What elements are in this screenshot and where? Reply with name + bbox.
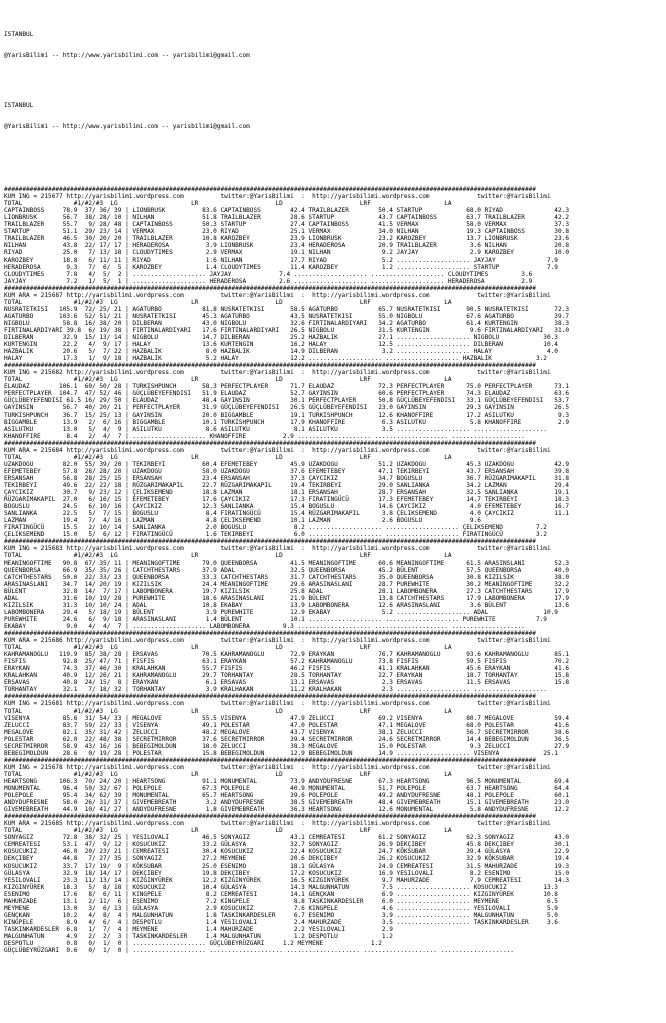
result-row: TEKIRBEYI 49.6 22/ 22/ 18 | RÜZGARIMAKAPIL 22.7 RÜZGARIMAKAPIL 19.4 TEKIRBEYI 29.0 SANLIANKA 34.2 LAZMAN 29.4 [4, 482, 569, 489]
result-row: GÜÇLÜBEYEFENDISI 61.5 16/ 29/ 50 | ELAUDAZ 48.4 GAYINSIN 30.1 PERFECTPLAYER 50.8 GÜÇLÜBEYEFENDISI 33.1 GÜÇLÜBEYEFENDISI 53.7 [4, 397, 569, 405]
result-row: ESENIMO 17.6 8/ 6/ 11 | KINGPELE 8.2 CEMREATESI 14.1 GENÇKAN 6.9 .................... KIZGINYÜREK 10.8 [4, 890, 558, 898]
race-section [4, 813, 666, 954]
result-row: CEMREATESI 53.1 47/ 9/ 12 | KOSUCUKIZ 33.2 GÜLASYA 32.7 SONYAGIZ 26.9 DEKÇIBEY 45.8 DEKÇIBEY 30.1 [4, 841, 569, 849]
result-row: LABOMBONERA 29.4 5/ 18/ 19 | BÜLENT 3.9 PUREWHITE 12.9 EKABAY 5.2 .................... ADAL 10.9 [4, 608, 558, 616]
result-row: CATCHTHESTARS 50.0 22/ 33/ 23 | QUEENBORSA 33.3 CATCHTHESTARS 31.7 CATCHTHESTARS 35.0 QUEENBORSA 30.8 KIZILSIK 38.0 [4, 573, 569, 581]
section-separator: ################################################################################################################################################# [4, 362, 536, 370]
result-row: LAZMAN 19.4 7/ 4/ 16 | LAZMAN 4.8 ÇELIKSEMEND 10.1 LAZMAN 2.6 BOGUSLU 9.6 [4, 517, 481, 525]
section-title: KUM ARA = 215684 http://yarisbilimi.wordpress.com twitter:@YarisBilimi : http://yarisbilimi.wordpress.com twitter:@YarisBilimi [4, 446, 551, 454]
column-header: TOTAL #1/#2/#3 LG LR LD LRF LA [4, 644, 452, 652]
result-row: BOGUSLU 24.5 6/ 10/ 16 | ÇAYCIKIZ 12.3 SANLIANKA 15.4 BOGUSLU 14.6 ÇAYCIKIZ 4.0 EFEMETEBEY 16.7 [4, 503, 569, 511]
result-row: KURTENGIN 22.2 4/ 9/ 17 | HALAY 13.6 KURTENGIN 16.2 HALAY 12.5 .................... DILBERAN 10.4 [4, 341, 558, 349]
header-contact-repeat: @YarisBilimi -- http://www.yarisbilimi.com -- yarisbilimi@gmail.com [4, 122, 250, 130]
result-row: MALGUNHATUN 4.9 2/ 2/ 3 | TASKINKARDESLER 1.4 MALGUNHATUN 1.2 DESPOTLU 1.2 [4, 933, 393, 940]
section-separator: ################################################################################################################################################# [4, 693, 536, 701]
section-title: KUM ARA = 215685 http://yarisbilimi.wordpress.com twitter:@YarisBilimi : http://yarisbilimi.wordpress.com twitter:@YarisBilimi [4, 820, 551, 828]
section-separator: ################################################################################################################################################# [4, 439, 536, 447]
result-row: TASKINKARDESLER 6.8 1/ 7/ 4 | MEYMENE 1.4 MAHURZADE 2.2 YESILOVALI 2.9 [4, 925, 393, 933]
document-header [4, 17, 666, 172]
header-contact: @YarisBilimi -- http://www.yarisbilimi.com -- yarisbilimi@gmail.com [4, 52, 250, 60]
race-sections [4, 186, 666, 954]
result-row: KINGPELE 8.9 4/ 6/ 4 | DESPOTLU 1.4 YESILOVALI 2.4 MAHURZADE 3.5 .................... TASKINKARDESLER 3.6 [4, 918, 558, 926]
result-row: ANDYDUFRESNE 58.0 26/ 31/ 37 | GIVEMEBREATH 3.2 ANDYDUFRESNE 38.5 GIVEMEBREATH 48.4 GIVEMEBREATH 15.1 GIVEMEBREATH 23.0 [4, 799, 569, 807]
section-title: KUM ING = 215681 http://yarisbilimi.wordpress.com twitter:@YarisBilimi : http://yarisbilimi.wordpress.com twitter:@YarisBilimi [4, 700, 551, 708]
result-row: TURKISHPUNCH 36.7 15/ 25/ 13 | GAYINSIN 20.0 BIGGAMBLE 19.1 TURKISHPUNCH 12.6 KHANOFFIRE 17.2 ASILUTKU 9.3 [4, 411, 569, 419]
race-section [4, 362, 666, 440]
result-row: STARTUP 51.1 29/ 23/ 14 | VERMAX 23.0 RIYAD 25.1 VERMAX 34.0 NILHAN 19.3 CAPTAINBOSS 30.8 [4, 228, 569, 236]
result-row: TRAILBLAZER 46.5 30/ 20/ 20 | TRAILBLAZER 10.8 KAROZBEY 23.9 LIONBRUSK 23.2 KAROZBEY 13.7 LIONBRUSK 23.6 [4, 235, 569, 243]
result-row: ZELUCCI 83.7 59/ 22/ 33 | VISENYA 49.1 POLESTAR 47.0 POLESTAR 47.1 MEGALOVE 68.0 POLESTAR 41.6 [4, 721, 569, 729]
result-row: BIGGAMBLE 13.9 2/ 6/ 16 | BIGGAMBLE 10.1 TURKISHPUNCH 17.9 KHANOFFIRE 6.3 ASILUTKU 5.8 KHANOFFIRE 2.9 [4, 418, 569, 426]
result-row: GÜÇLÜBEYRÜZGARI 0.6 0/ 1/ 0 | .................... .................... .................... .................... .................... [4, 947, 514, 955]
column-header: TOTAL #1/#2/#3 LG LR LD LRF LA [4, 453, 452, 461]
result-row: FIRTINALARDIYARI 39.8 6/ 19/ 38 | FIRTINALARDIYARI 17.6 FIRTINALARDIYARI 26.5 NIGBOLU 31.5 KURTENGIN 9.6 FIRTINALARDIYARI 31.0 [4, 326, 569, 334]
result-row: CLOUDYTIMES 7.8 4/ 5/ 2 | .................... JAYJAY 7.4 .................... .................... CLOUDYTIMES 3.6 [4, 270, 533, 278]
result-row: DEKÇIBEY 44.8 7/ 27/ 35 | SONYAGIZ 27.2 MEYMENE 20.6 DEKÇIBEY 26.2 KOSUCUKIZ 32.9 KÖKSUBAR 19.4 [4, 855, 569, 863]
result-row: MONUMENTAL 96.4 50/ 32/ 67 | POLEPOLE 67.3 POLEPOLE 40.9 MONUMENTAL 51.7 POLEPOLE 63.7 HEARTSONG 64.4 [4, 785, 569, 793]
result-row: UZAKDOGU 82.0 55/ 39/ 20 | TEKIRBEYI 60.4 EFEMETEBEY 45.9 UZAKDOGU 51.2 UZAKDOGU 45.3 UZAKDOGU 42.9 [4, 460, 569, 468]
section-title: KUM ING = 215678 http://yarisbilimi.wordpress.com twitter:@YarisBilimi : http://yarisbilimi.wordpress.com twitter:@YarisBilimi [4, 763, 551, 771]
result-row: ADAL 31.6 10/ 19/ 28 | PUREWHITE 18.6 ARASINASLANI 21.9 BÜLENT 13.8 CATCHTHESTARS 17.9 LABOMBONERA 17.9 [4, 594, 569, 602]
section-separator: ################################################################################################################################################# [4, 538, 536, 546]
result-row: HERADEROSA 9.3 7/ 6/ 5 | KAROZBEY 1.4 CLOUDYTIMES 11.4 KAROZBEY 1.2 .................... STARTUP 7.9 [4, 263, 558, 271]
result-row: YESILOVALI 23.3 11/ 13/ 14 | KIZGINYÜREK 12.2 KIZGINYÜREK 16.5 KIZGINYÜREK 9.7 MAHURZADE 7.9 CEMREATESI 14.3 [4, 876, 569, 884]
result-row: POLEPOLE 95.4 34/ 62/ 39 | MONUMENTAL 65.7 HEARTSONG 39.6 POLEPOLE 49.2 ANDYDUFRESNE 48.1 POLEPOLE 60.1 [4, 792, 569, 800]
result-row: ERSANSAH 56.8 28/ 25/ 15 | ERSANSAH 23.4 ERSANSAH 37.3 ÇAYCIKIZ 34.7 BOGUSLU 36.7 RÜZGARIMAKAPIL 31.8 [4, 474, 569, 482]
result-row: ARASINASLANI 34.7 14/ 20/ 19 | KIZILSIK 24.4 MEANINGOFTIME 29.6 ARASINASLANI 28.7 PUREWHITE 30.2 MEANINGOFTIME 32.2 [4, 580, 569, 588]
result-row: MEYMENE 13.0 3/ 6/ 13 | GÜLASYA 2.9 KOSUCUKIZ 7.6 KINGPELE 4.6 .................... YESILOVALI 5.9 [4, 904, 558, 912]
result-row: NILHAN 43.8 22/ 17/ 17 | HERADEROSA 3.9 LIONBRUSK 23.4 HERADEROSA 20.9 TRAILBLAZER 3.6 NILHAN 20.8 [4, 242, 569, 250]
result-row: MEANINGOFTIME 90.8 67/ 35/ 11 | MEANINGOFTIME 79.0 QUEENBORSA 41.5 MEANINGOFTIME 60.6 MEANINGOFTIME 61.5 ARASINSLANI 52.3 [4, 559, 569, 567]
race-section [4, 186, 666, 285]
column-header: TOTAL #1/#2/#3 LG LR LD LRF LA [4, 707, 452, 715]
result-row: VISENYA 85.6 31/ 54/ 33 | MEGALOVE 55.5 VISENYA 47.9 ZELUCCI 69.2 VISENYA 80.7 MEGALOVE 59.4 [4, 714, 569, 722]
result-row: BÜLENT 32.8 14/ 7/ 17 | LABOMBONERA 19.7 KIZILSIK 25.8 ADAL 28.1 LABOMBONERA 27.3 CATCHTHESTARS 17.9 [4, 587, 569, 595]
result-row: RÜZGARIMAKAPIL 27.0 6/ 16/ 15 | EFEMETEBEY 17.6 ÇAYCIKIZ 17.3 FIRATINGÜCÜ 17.3 EFEMETEBEY 14.7 TEKIRBEYI 18.3 [4, 496, 569, 504]
header-city-repeat: ISTANBUL [4, 101, 34, 109]
result-row: FISFIS 92.8 25/ 47/ 71 | FISFIS 63.1 ERAYKAN 57.2 KAHRAMANOGLU 73.8 FISFIS 59.5 FISFIS 70.2 [4, 658, 569, 666]
result-row: DESPOTLU 0.8 0/ 1/ 0 | .................... GÜÇLÜBEYRÜZGARI 1.2 MEYMENE 1.2 [4, 940, 382, 948]
result-row: EFEMETEBEY 57.8 28/ 28/ 20 | UZAKDOGU 58.0 UZAKDOGU 37.6 EFEMETEBEY 47.1 TEKIRBEYI 43.7 ERSANSAH 39.8 [4, 467, 569, 475]
result-row: RIYAD 25.0 7/ 13/ 18 | CLOUDYTIMES 2.9 VERMAX 19.1 NILHAN 9.2 JAYJAY 2.9 KAROZBEY 10.0 [4, 249, 569, 257]
section-title: KUM ARA = 215686 http://yarisbilimi.wordpress.com twitter:@YarisBilimi : http://yarisbilimi.wordpress.com twitter:@YarisBilimi [4, 637, 551, 645]
header-city: ISTANBUL [4, 31, 34, 39]
result-row: TORHANTAY 32.1 7/ 18/ 32 | TORHANTAY 3.9 KRALHAKAN 11.2 KRALHAKAN 2.3 .................... .................... [4, 686, 547, 694]
result-row: ERAYKAN 74.3 37/ 46/ 30 | KRALAHKAN 55.7 FISFIS 46.2 FISFIS 41.1 KRALAHKAN 45.6 ERAYKAN 41.6 [4, 665, 569, 673]
result-row: ÇELIKSEMEND 15.0 5/ 6/ 12 | FIRATINGÜCÜ 1.6 TEKIRBEYI 6.0 .................... .................... FIRATINGÜCÜ 3.2 [4, 531, 547, 539]
section-separator: ################################################################################################################################################# [4, 756, 536, 764]
result-row: FIRATINGÜCÜ 15.5 2/ 10/ 14 | SANLIANKA 2.0 BOGUSLU 8.2 .................... .................... ÇELIKSEMEND 7.2 [4, 524, 547, 532]
result-row: CAPTAINBOSS 78.9 37/ 36/ 39 | LIONBRUSK 83.6 CAPTAINBOSS 42.4 TRAILBLAZER 50.4 STARTUP 68.0 RIYAD 42.3 [4, 207, 569, 215]
result-row: PERFECTPLAYER 104.7 47/ 52/ 46 | GÜÇLÜBEYEFENDISI 51.9 ELAUDAZ 52.7 GAYINSIN 60.6 PERFECTPLAYER 74.3 ELAUDAZ 63.6 [4, 390, 569, 398]
result-row: NIGBOLU 58.8 16/ 38/ 20 | DILBERAN 43.0 NIGBOLU 32.6 FIRTINALARDIYARI 34.2 AGATURBO 61.4 KURTENGIN 38.3 [4, 319, 569, 327]
section-title: KUM ARA = 215687 http://yarisbilimi.wordpress.com twitter:@YarisBilimi : http://yarisbilimi.wordpress.com twitter:@YarisBilimi [4, 291, 551, 299]
result-row: GENÇKAN 10.2 4/ 8/ 4 | MALGUNHATUN 1.8 TASKINKARDESLER 6.7 ESENIMO 3.9 .................... MALGUNHATUN 5.0 [4, 911, 558, 919]
section-separator: ################################################################################################################################################# [4, 629, 536, 637]
header-gap-2 [4, 144, 666, 158]
result-row: GÜLASYA 32.9 18/ 14/ 17 | DEKÇIBEY 19.8 DEKÇIBEY 17.2 KOSUCUKIZ 16.9 YESILOVALI 8.2 ESENIMO 15.0 [4, 869, 569, 877]
race-section [4, 285, 666, 363]
result-row: KIZGINYÜREK 18.3 5/ 8/ 18 | KOSUCUKIZ 10.4 GÜLASYA 14.3 MALGUNHATUN 7.5 .................... KOSUCUKIZ 13.3 [4, 883, 558, 891]
column-header: TOTAL #1/#2/#3 LG LR LD LRF LA [4, 552, 452, 560]
result-row: POLESTAR 62.0 22/ 48/ 38 | SECRETMIRROR 37.6 SECRETMIRROR 39.4 SECRETMIRROR 24.6 SECRETMIRROR 14.4 BEBEGIMOLDUN 36.5 [4, 735, 569, 743]
result-row: ASILUTKU 13.0 5/ 4/ 9 | ASILUTKU 8.6 ASILUTKU 8.1 ASILUTKU 3.5 .................... .................... [4, 425, 547, 433]
race-section [4, 538, 666, 630]
result-row: SONYAGIZ 72.8 38/ 32/ 25 | YESILOVALI 46.5 SONYAGIZ 43.1 CEMREATESI 61.2 SONYAGIZ 62.3 SONYAGIZ 43.0 [4, 834, 569, 842]
result-row: EKABAY 9.0 4/ 4/ 7 | .................... LABOMBONERA 9.3 .................... .................... .................... [4, 622, 525, 630]
result-row: GAYINSIN 56.7 40/ 20/ 21 | PERFECTPLAYER 31.9 GÜÇLÜBEYEFENDISI 26.5 GÜÇLÜBEYEFENDISI 23.0 GAYINSIN 29.3 GAYINSIN 26.5 [4, 404, 569, 412]
result-row: TRAILBLAZER 55.7 9/ 28/ 48 | CAPTAINBOSS 50.3 STARTUP 27.4 CAPTAINBOSS 41.5 VERMAX 58.0 VERMAX 37.3 [4, 221, 569, 229]
result-row: PUREWHITE 24.6 6/ 9/ 18 | ARASINASLANI 1.4 BÜLENT 10.1 .................... .................... PUREWHITE 7.9 [4, 615, 547, 623]
race-section [4, 630, 666, 693]
result-row: KOSUCUKIZ 46.0 20/ 23/ 21 | CEMREATESI 30.4 KOSUCUKIZ 22.4 KOSUCUKIZ 24.7 KÖKSUBAR 39.4 GÜLASYA 22.9 [4, 848, 569, 856]
result-row: DILBERAN 32.9 15/ 13/ 14 | NIGBOLU 14.7 DILBERAN 25.2 HAZBALIK 27.1 .................... NIGBOLU 30.3 [4, 334, 558, 342]
result-row: AGATURBO 103.6 52/ 51/ 21 | NUSRATETKISI 45.3 AGATURBO 43.5 NUSRATETKISI 55.0 NIGBOLU 67.6 AGATURBO 39.7 [4, 312, 569, 320]
header-gap [4, 73, 666, 87]
column-header: TOTAL #1/#2/#3 LG LR LD LRF LA [4, 298, 452, 306]
section-separator: ################################################################################################################################################# [4, 813, 536, 821]
race-section [4, 693, 666, 756]
result-row: ÇAYCIKIZ 30.7 9/ 23/ 12 | ÇELIKSEMEND 18.8 LAZMAN 18.1 ERSANSAH 28.7 ERSANSAH 32.5 SANLIANKA 19.1 [4, 489, 569, 497]
column-header: TOTAL #1/#2/#3 LG LR LD LRF LA [4, 770, 452, 778]
section-separator: ################################################################################################################################################# [4, 186, 536, 194]
race-section [4, 757, 666, 813]
result-row: KHANOFFIRE 8.4 2/ 4/ 7 | .................... KHANOFFIRE 2.9 .................... .................... .................... [4, 432, 525, 440]
result-row: HEARTSONG 106.3 70/ 24/ 20 | HEARTSONG 91.1 MONUMENTAL 73.9 ANDYDUFRESNE 67.3 HEARTSONG 96.5 MONUMENTAL 69.4 [4, 777, 569, 785]
result-row: KAROZBEY 18.8 6/ 11/ 11 | RIYAD 1.6 NILHAN 17.7 RIYAD 5.2 .................... JAYJAY 7.9 [4, 256, 558, 264]
result-row: QUEENBORSA 66.9 35/ 35/ 26 | CATCHTHESTARS 37.9 ADAL 32.5 QUEENBORSA 45.2 BÜLENT 57.5 QUEENBORSA 40.0 [4, 566, 569, 574]
section-title: KUM ING = 215677 http://yarisbilimi.wordpress.com twitter:@YarisBilimi : http://yarisbilimi.wordpress.com twitter:@YarisBilimi [4, 193, 551, 201]
column-header: TOTAL #1/#2/#3 LG LR LD LRF LA [4, 376, 452, 384]
result-row: BEBEGIMOLDUN 28.6 0/ 19/ 28 | POLESTAR 15.8 BEBEGIMOLDUN 12.9 BEBEGIMOLDUN 14.9 .................... VISENYA 25.1 [4, 749, 558, 757]
section-title: KUM ING = 215683 http://yarisbilimi.wordpress.com twitter:@YarisBilimi : http://yarisbilimi.wordpress.com twitter:@YarisBilimi [4, 545, 551, 553]
result-row: JAYJAY 7.2 1/ 5/ 1 | .................... HERADEROSA 2.6 .................... .................... HERADEROSA 2.9 [4, 277, 533, 285]
result-row: LIONBRUSK 56.7 38/ 28/ 10 | NILHAN 51.8 TRAILBLAZER 28.6 STARTUP 43.7 CAPTAINBOSS 63.7 TRAILBLAZER 42.2 [4, 214, 569, 222]
result-row: KIZILSIK 31.3 10/ 10/ 24 | ADAL 10.8 EKABAY 13.9 LABOMBONERA 12.6 ARASINASLANI 3.6 BÜLENT 13.6 [4, 601, 569, 609]
result-row: MEGALOVE 82.1 35/ 31/ 42 | ZELUCCI 48.2 MEGALOVE 43.7 VISENYA 38.1 ZELUCCI 56.7 SECRETMIRROR 38.6 [4, 728, 569, 736]
column-header: TOTAL #1/#2/#3 LG LR LD LRF LA [4, 200, 452, 208]
result-row: MAHURZADE 13.1 2/ 11/ 6 | ESENIMO 7.2 KINGPELE 8.8 TASKINKARDESLER 6.0 .................... MEYMENE 6.5 [4, 897, 558, 905]
section-separator: ################################################################################################################################################# [4, 284, 536, 292]
result-row: HALAY 17.3 1/ 9/ 18 | HAZBALIK 5.2 HALAY 12.2 .................... .................... HAZBALIK 3.2 [4, 355, 547, 363]
result-row: ERSAVAS 40.8 24/ 15/ 8 | ERAYKAN 6.1 ERSAVAS 13.1 ERSAVAS 2.3 ERSAVAS 11.5 ERSAVAS 15.8 [4, 679, 569, 687]
column-header: TOTAL #1/#2/#3 LG LR LD LRF LA [4, 827, 452, 835]
result-row: KAHRAMANOGLU 119.9 85/ 38/ 28 | ERSAVAS 70.5 KAHRAMANOGLU 72.9 ERAYKAN 76.7 KAHRAMANOGLU 93.6 KAHRAMANOGLU 85.1 [4, 651, 569, 659]
section-title: KUM ING = 215682 http://yarisbilimi.wordpress.com twitter:@YarisBilimi : http://yarisbilimi.wordpress.com twitter:@YarisBilimi [4, 369, 551, 377]
race-section [4, 440, 666, 539]
result-row: KOSUCUKIZ 33.7 17/ 19/ 9 | KÖKSUBAR 25.0 ESENIMO 18.1 GÜLASYA 24.9 CEMREATESI 31.5 MAHURZADE 19.3 [4, 862, 569, 870]
result-row: NUSRATETKISI 105.9 72/ 25/ 21 | AGATURBO 81.8 NUSRATETKISI 58.5 AGATURBO 65.7 NUSRATETKISI 90.5 NUSRATETKISI 72.3 [4, 305, 569, 313]
result-row: SECRETMIRROR 58.9 43/ 16/ 16 | BEBEGIMOLDUN 18.0 ZELUCCI 38.3 MEGALOVE 15.0 POLESTAR 9.3 ZELUCCI 27.9 [4, 742, 569, 750]
result-row: HAZBALIK 20.6 5/ 7/ 22 | HAZBALIK 8.0 HAZBALIK 14.9 DILBERAN 3.2 .................... HALAY 4.0 [4, 348, 558, 356]
result-row: KRALAHKAN 40.9 12/ 26/ 21 | KAHRAMANOGLU 29.7 TORHANTAY 28.5 TORHANTAY 22.7 ERAYKAN 18.7 TORHANTAY 15.8 [4, 672, 569, 680]
result-row: SANLIANKA 22.5 5/ 7/ 15 | BOGUSLU 8.4 FIRATINGÜCÜ 15.4 RÜZGARIMAKAPIL 3.8 ÇELIKSEMEND 4.0 ÇAYCIKIZ 11.1 [4, 510, 569, 518]
result-row: GIVEMEBREATH 44.9 10/ 41/ 27 | ANDYDUFRESNE 1.8 GIVEMEBREATH 36.3 HEARTSONG 12.6 MONUMENTAL 5.8 ANDYDUFRESNE 12.2 [4, 806, 569, 814]
result-row: ELAUDAZ 106.1 60/ 50/ 28 | TURKISHPUNCH 58.3 PERFECTPLAYER 71.7 ELAUDAZ 72.3 PERFECTPLAYER 75.0 PERFECTPLAYER 73.1 [4, 383, 569, 391]
